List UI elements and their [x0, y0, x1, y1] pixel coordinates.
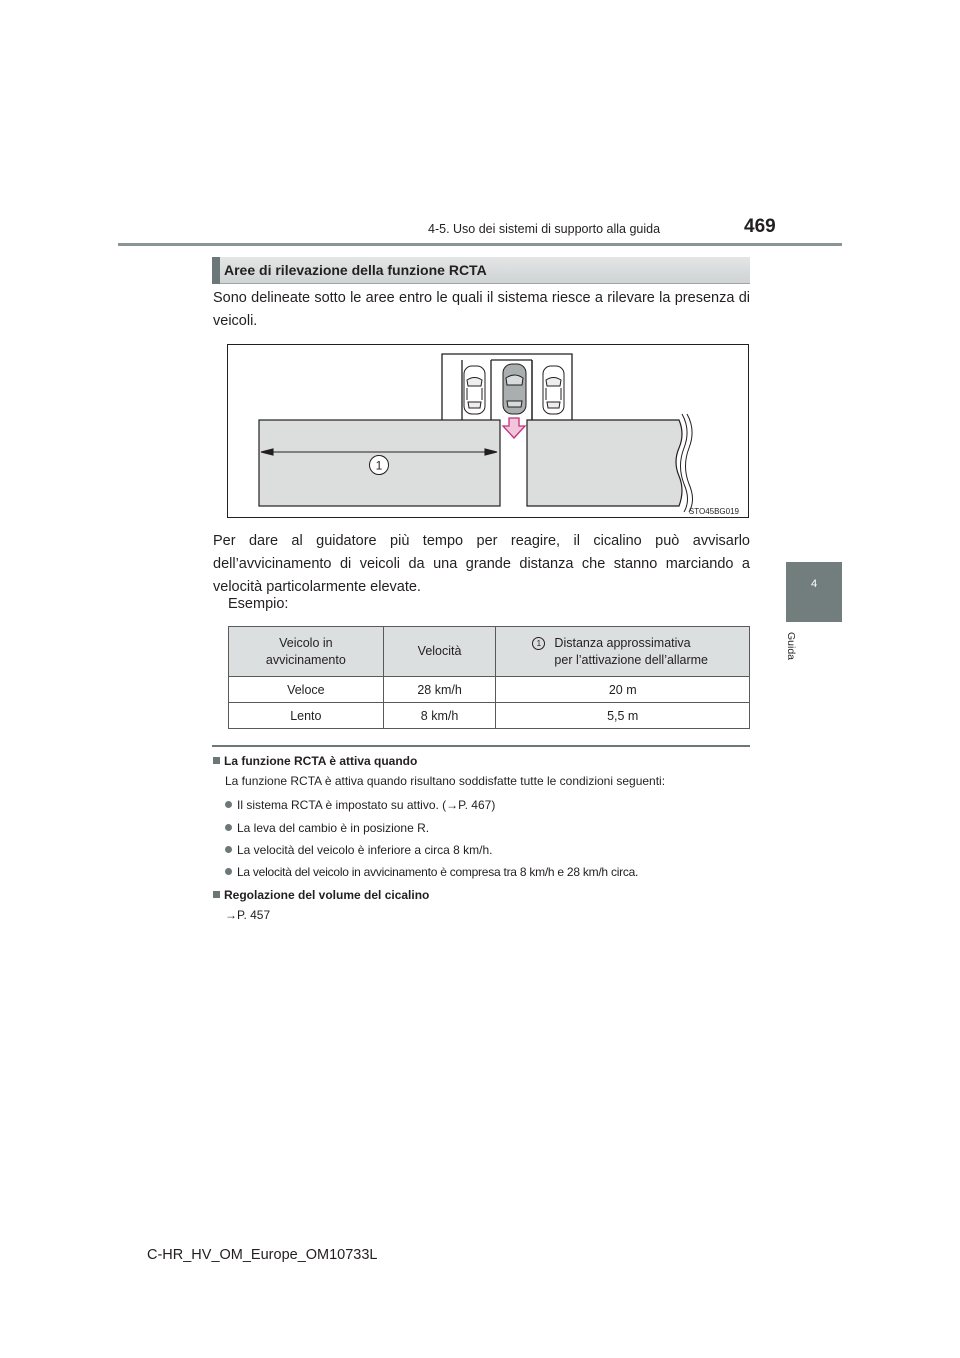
square-bullet-icon — [213, 757, 220, 764]
note-volume-title: Regolazione del volume del cicalino — [213, 887, 429, 903]
example-label: Esempio: — [228, 596, 289, 612]
list-item: La velocità del veicolo è inferiore a circa 8 km/h. — [225, 842, 492, 858]
cell-vehicle: Veloce — [229, 677, 384, 703]
list-item: La velocità del veicolo in avvicinamento è compresa tra 8 km/h e 28 km/h circa. — [225, 864, 638, 880]
bullet-dot-icon — [225, 846, 232, 853]
page-number: 469 — [744, 216, 776, 237]
reversing-car-icon — [503, 364, 526, 414]
bullet-dot-icon — [225, 801, 232, 808]
detection-area-figure — [227, 344, 749, 518]
parked-car-right-icon — [543, 366, 564, 414]
section-title: Aree di rilevazione della funzione RCTA — [224, 262, 487, 278]
cell-speed: 28 km/h — [383, 677, 496, 703]
body-paragraph: Per dare al guidatore più tempo per reagire, il cicalino può avvisarlo dell’avvicinamento di veicoli da una grande distanza che stanno marciando a velocità particolarmente elevate. — [213, 533, 750, 595]
figure-code: STO45BG019 — [688, 507, 739, 516]
chapter-tab-label: Guida — [785, 632, 797, 661]
note-rcta-title: La funzione RCTA è attiva quando — [213, 753, 417, 769]
alarm-distance-table — [228, 626, 750, 729]
notes-rule — [212, 745, 750, 747]
cell-distance: 5,5 m — [496, 703, 750, 729]
bullet-dot-icon — [225, 824, 232, 831]
figure-callout-number: 1 — [375, 458, 383, 473]
section-title-accent — [212, 257, 220, 284]
chapter-tab-number: 4 — [810, 578, 818, 590]
list-item: La leva del cambio è in posizione R. — [225, 820, 429, 836]
chapter-tab — [786, 562, 842, 622]
header-rule — [118, 243, 842, 246]
note-volume-ref: →P. 457 — [225, 908, 271, 922]
header-vehicle: Veicolo in avvicinamento — [229, 627, 384, 677]
bullet-dot-icon — [225, 868, 232, 875]
parked-car-left-icon — [464, 366, 485, 414]
header-distance: 1 Distanza approssimativa per l’attivazione dell’allarme — [496, 627, 750, 677]
callout-1-circle: 1 — [532, 637, 545, 650]
table-header-row — [229, 627, 750, 677]
note-rcta-intro: La funzione RCTA è attiva quando risultano soddisfatte tutte le condizioni seguenti: — [225, 774, 666, 788]
cell-vehicle: Lento — [229, 703, 384, 729]
cell-distance: 20 m — [496, 677, 750, 703]
table-row — [229, 703, 750, 729]
running-header-section: 4-5. Uso dei sistemi di supporto alla guida — [428, 222, 661, 236]
intro-paragraph: Sono delineate sotto le aree entro le quali il sistema riesce a rilevare la presenza di veicoli. — [213, 290, 750, 329]
cell-speed: 8 km/h — [383, 703, 496, 729]
detection-zone-right — [527, 420, 682, 506]
square-bullet-icon — [213, 891, 220, 898]
list-item: Il sistema RCTA è impostato su attivo. (→P. 467) — [225, 797, 495, 813]
header-speed: Velocità — [383, 627, 496, 677]
table-row — [229, 677, 750, 703]
footer-doc-id: C-HR_HV_OM_Europe_OM10733L — [147, 1247, 378, 1263]
